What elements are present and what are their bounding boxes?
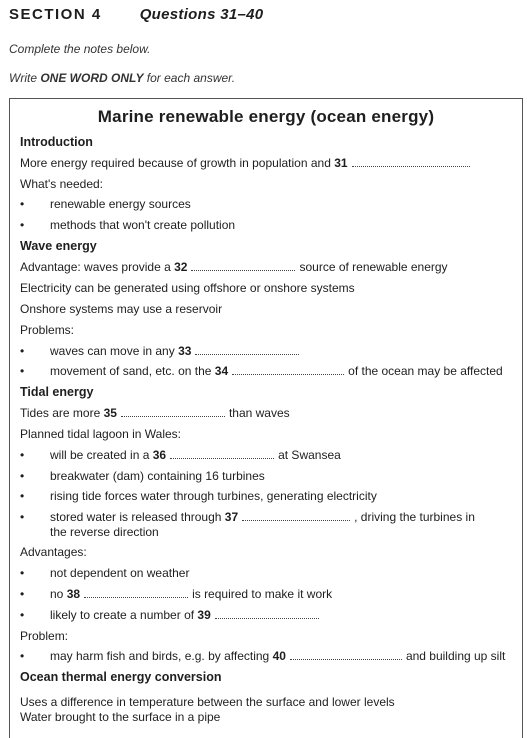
wave-problems: Problems: [20, 323, 75, 337]
question-31-number: 31 [334, 156, 348, 170]
otec-line-2: Water brought to the surface in a pipe [20, 710, 221, 724]
answer-gap-38[interactable] [84, 587, 188, 598]
bullet-dot: • [20, 364, 25, 378]
answer-gap-39[interactable] [215, 608, 319, 619]
wave-problem-1: • waves can move in any 33 [20, 344, 303, 359]
wave-onshore: Onshore systems may use a reservoir [20, 302, 223, 316]
bullet-dot: • [20, 197, 25, 211]
tidal-bullet-1: • will be created in a 36 at Swansea [20, 448, 341, 462]
bullet-dot: • [20, 566, 25, 580]
answer-gap-34[interactable] [232, 364, 344, 375]
bullet-dot: • [20, 510, 25, 524]
advantage-1: • not dependent on weather [20, 566, 190, 580]
question-33-number: 33 [178, 344, 192, 358]
advantage-2: • no 38 is required to make it work [20, 587, 333, 601]
notes-box [9, 98, 523, 738]
tidal-bullet-3: • rising tide forces water through turbines, generating electricity [20, 489, 377, 503]
bullet-dot: • [20, 608, 25, 622]
wave-problem-2: • movement of sand, etc. on the 34 of the ocean may be affected [20, 364, 503, 378]
section-label: SECTION 4 [9, 6, 102, 23]
heading-ocean-thermal: Ocean thermal energy conversion [20, 670, 222, 684]
answer-gap-37[interactable] [242, 510, 350, 521]
bullet-dot: • [20, 649, 25, 663]
tidal-bullet-4: • stored water is released through 37 , driving the turbines in [20, 510, 475, 524]
question-40-number: 40 [272, 649, 286, 663]
bullet-dot: • [20, 469, 25, 483]
section-heading [9, 4, 519, 26]
answer-gap-32[interactable] [191, 260, 295, 271]
tidal-tides-more: Tides are more 35 than waves [20, 406, 290, 420]
tidal-problem-1: • may harm fish and birds, e.g. by affecting 40 and building up silt [20, 649, 506, 663]
bullet-dot: • [20, 344, 25, 358]
question-38-number: 38 [66, 587, 81, 601]
question-35-number: 35 [103, 406, 117, 420]
instruction-complete: Complete the notes below. [9, 42, 151, 56]
questions-range: Questions 31–40 [139, 6, 264, 23]
question-36-number: 36 [152, 448, 167, 462]
answer-gap-33[interactable] [195, 344, 299, 355]
question-32-number: 32 [174, 260, 188, 274]
answer-gap-40[interactable] [290, 649, 402, 660]
advantage-3: • likely to create a number of 39 [20, 608, 323, 623]
heading-introduction: Introduction [20, 135, 93, 149]
tidal-problem: Problem: [20, 629, 69, 643]
intro-bullet-2: • methods that won't create pollution [20, 218, 236, 232]
intro-line-growth: More energy required because of growth in population and 31 [20, 156, 474, 171]
wave-electricity: Electricity can be generated using offshore or onshore systems [20, 281, 355, 295]
bullet-dot: • [20, 218, 25, 232]
wave-advantage: Advantage: waves provide a 32 source of renewable energy [20, 260, 448, 274]
notes-title: Marine renewable energy (ocean energy) [97, 107, 435, 126]
bullet-dot: • [20, 448, 25, 462]
tidal-advantages: Advantages: [20, 545, 87, 559]
otec-line-1: Uses a difference in temperature between the surface and lower levels [20, 695, 395, 709]
question-34-number: 34 [214, 364, 229, 378]
heading-wave-energy: Wave energy [20, 239, 97, 253]
bullet-dot: • [20, 587, 25, 601]
answer-gap-36[interactable] [170, 448, 274, 459]
tidal-bullet-2: • breakwater (dam) containing 16 turbines [20, 469, 265, 483]
bullet-dot: • [20, 489, 25, 503]
word-limit-emphasis: ONE WORD ONLY [40, 71, 144, 85]
answer-gap-35[interactable] [121, 406, 225, 417]
answer-gap-31[interactable] [352, 156, 470, 167]
tidal-planned: Planned tidal lagoon in Wales: [20, 427, 181, 441]
tidal-bullet-4-continued: the reverse direction [50, 525, 159, 539]
heading-tidal-energy: Tidal energy [20, 385, 94, 399]
instruction-word-limit: Write ONE WORD ONLY for each answer. [9, 71, 236, 85]
question-39-number: 39 [197, 608, 211, 622]
intro-whats-needed: What's needed: [20, 177, 104, 191]
header [9, 4, 519, 85]
intro-bullet-1: • renewable energy sources [20, 197, 191, 211]
question-37-number: 37 [224, 510, 239, 524]
